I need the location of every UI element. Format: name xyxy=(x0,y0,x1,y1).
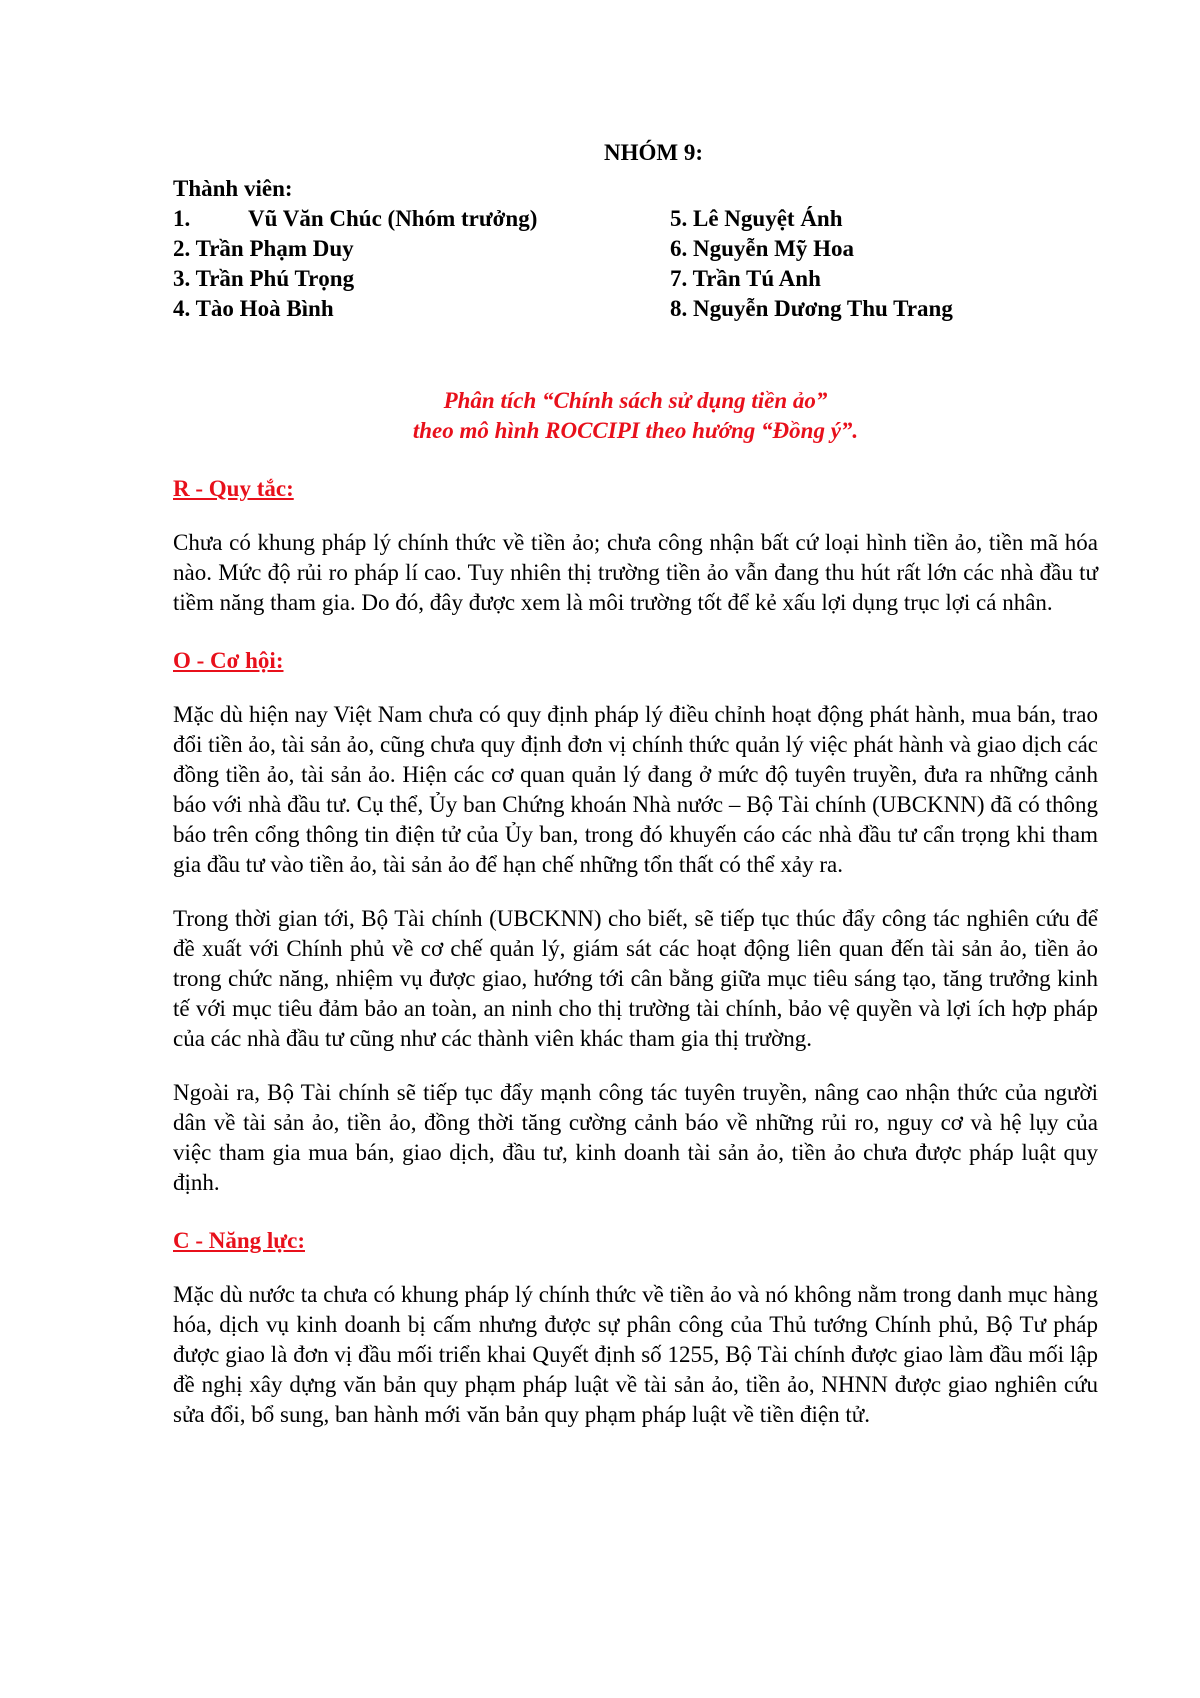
member-item xyxy=(670,294,1098,324)
member-number: 4. xyxy=(173,296,191,321)
section-paragraph: Chưa có khung pháp lý chính thức về tiền ảo; chưa công nhận bất cứ loại hình tiền ảo, tiền mã hóa nào. Mức độ rủi ro pháp lí cao. Tuy nhiên thị trường tiền ảo vẫn đang thu hút rất lớn các nhà đầu tư tiềm năng tham gia. Do đó, đây được xem là môi trường tốt để kẻ xấu lợi dụng trục lợi cá nhân. xyxy=(173,530,1098,615)
member-name: Tào Hoà Bình xyxy=(195,296,334,321)
document-title-line-1: Phân tích “Chính sách sử dụng tiền ảo” xyxy=(443,388,828,413)
section-paragraph: Trong thời gian tới, Bộ Tài chính (UBCKNN) cho biết, sẽ tiếp tục thúc đẩy công tác nghiên cứu để đề xuất với Chính phủ về cơ chế quản lý, giám sát các hoạt động liên quan đến tài sản ảo, tiền ảo trong chức năng, nhiệm vụ được giao, hướng tới cân bằng giữa mục tiêu sáng tạo, tăng trưởng kinh tế với mục tiêu đảm bảo an toàn, an ninh cho thị trường tài chính, bảo vệ quyền và lợi ích hợp pháp của các nhà đầu tư cũng như các thành viên khác tham gia thị trường. xyxy=(173,906,1098,1051)
member-number: 8. xyxy=(670,296,688,321)
section-heading: O - Cơ hội: xyxy=(173,648,284,673)
document-title xyxy=(173,386,1098,446)
section-paragraph: Mặc dù hiện nay Việt Nam chưa có quy định pháp lý điều chỉnh hoạt động phát hành, mua bán, trao đổi tiền ảo, tài sản ảo, cũng chưa quy định đơn vị chính thức quản lý việc phát hành và giao dịch các đồng tiền ảo, tài sản ảo. Hiện các cơ quan quản lý đang ở mức độ tuyên truyền, đưa ra những cảnh báo với nhà đầu tư. Cụ thể, Ủy ban Chứng khoán Nhà nước – Bộ Tài chính (UBCKNN) đã có thông báo trên cổng thông tin điện tử của Ủy ban, trong đó khuyến cáo các nhà đầu tư cẩn trọng khi tham gia đầu tư vào tiền ảo, tài sản ảo để hạn chế những tổn thất có thể xảy ra. xyxy=(173,702,1098,877)
section-paragraph: Mặc dù nước ta chưa có khung pháp lý chính thức về tiền ảo và nó không nằm trong danh mục hàng hóa, dịch vụ kinh doanh bị cấm nhưng được sự phân công của Thủ tướng Chính phủ, Bộ Tư pháp được giao là đơn vị đầu mối triển khai Quyết định số 1255, Bộ Tài chính được giao làm đầu mối lập đề nghị xây dựng văn bản quy phạm pháp luật về tài sản ảo, tiền ảo, NHNN được giao nghiên cứu sửa đổi, bổ sung, ban hành mới văn bản quy phạm pháp luật về tiền điện tử. xyxy=(173,1282,1098,1427)
member-name: Nguyễn Mỹ Hoa xyxy=(693,236,854,261)
member-list xyxy=(173,204,1098,324)
member-number: 2. xyxy=(173,236,191,261)
member-item xyxy=(173,294,670,324)
section-rules xyxy=(173,474,1098,618)
member-number: 6. xyxy=(670,236,688,261)
section-capacity xyxy=(173,1226,1098,1430)
member-column-left xyxy=(173,204,670,324)
document-title-line-2: theo mô hình ROCCIPI theo hướng “Đồng ý”. xyxy=(412,418,859,443)
member-item xyxy=(173,234,670,264)
member-number: 1. xyxy=(173,206,191,231)
group-title: NHÓM 9: xyxy=(603,140,703,165)
member-item xyxy=(670,234,1098,264)
member-name: Trần Phạm Duy xyxy=(195,236,354,261)
member-number: 7. xyxy=(670,266,688,291)
member-name: Trần Tú Anh xyxy=(692,266,821,291)
member-name: Lê Nguyệt Ánh xyxy=(693,206,843,231)
member-column-right xyxy=(670,204,1098,324)
member-item xyxy=(670,264,1098,294)
member-item xyxy=(173,264,670,294)
document-page xyxy=(173,140,1098,1454)
member-name: Vũ Văn Chúc (Nhóm trưởng) xyxy=(248,206,538,231)
section-heading: R - Quy tắc: xyxy=(173,476,294,501)
member-number: 3. xyxy=(173,266,191,291)
member-item xyxy=(670,204,1098,234)
section-opportunity xyxy=(173,646,1098,1198)
section-paragraph: Ngoài ra, Bộ Tài chính sẽ tiếp tục đẩy mạnh công tác tuyên truyền, nâng cao nhận thức của người dân về tài sản ảo, tiền ảo, đồng thời tăng cường cảnh báo về những rủi ro, nguy cơ và hệ lụy của việc tham gia mua bán, giao dịch, đầu tư, kinh doanh tài sản ảo, tiền ảo chưa được pháp luật quy định. xyxy=(173,1080,1098,1195)
member-item xyxy=(173,204,670,234)
members-label: Thành viên: xyxy=(173,176,293,201)
section-heading: C - Năng lực: xyxy=(173,1228,305,1253)
member-number: 5. xyxy=(670,206,688,231)
member-name: Trần Phú Trọng xyxy=(195,266,355,291)
member-name: Nguyễn Dương Thu Trang xyxy=(693,296,953,321)
